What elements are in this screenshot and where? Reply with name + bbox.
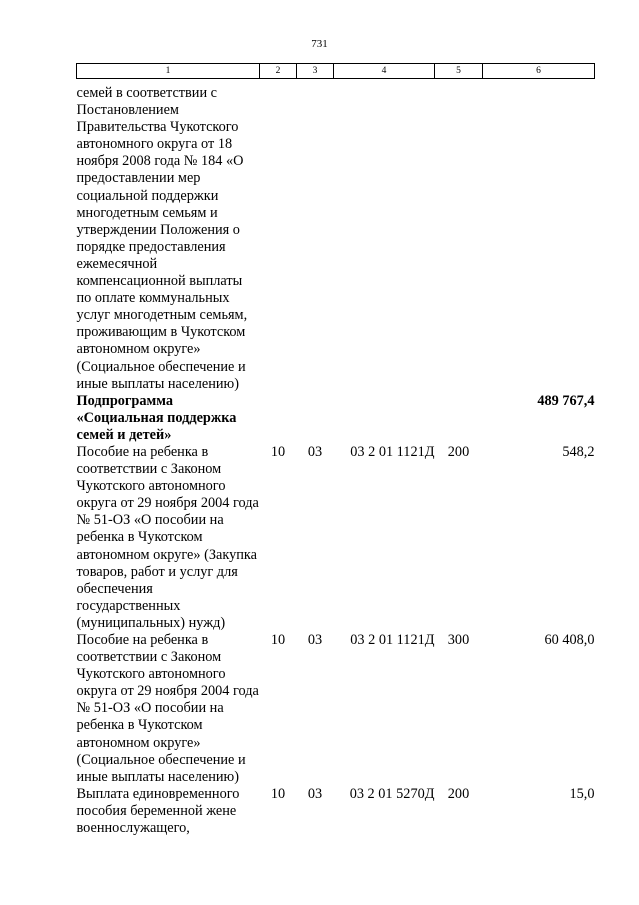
- row-section: [260, 79, 297, 393]
- table-row: [77, 632, 595, 786]
- column-number-header: [77, 64, 595, 79]
- row-target-article: [334, 393, 435, 444]
- table-row-subprogram: [77, 393, 595, 444]
- row-name: семей в соответствии с Постановлением Правительства Чукотского автономного округа от 18 ноября 2008 года № 184 «О предоставлении мер социальной поддержки многодетным семьям и утверждении Положения о порядке предоставления ежемесячной компенсационной выплаты по оплате коммунальных услуг многодетным семьям, проживающим в Чукотском автономном округе» (Социальное обеспечение и иные выплаты населению): [76, 85, 248, 392]
- row-subsection: [297, 393, 334, 444]
- row-section: 10: [270, 632, 286, 648]
- row-target-article: 03 2 01 5270Д: [349, 785, 435, 802]
- row-expense-type: 200: [447, 785, 470, 802]
- row-amount: 60 408,0: [544, 632, 595, 648]
- table-row: [77, 79, 595, 393]
- row-expense-type: [435, 79, 483, 393]
- row-section: 10: [270, 785, 286, 802]
- row-section: [260, 393, 297, 444]
- row-amount: 15,0: [569, 785, 595, 802]
- column-number-5: 5: [435, 64, 483, 79]
- row-subsection: 03: [307, 443, 323, 460]
- row-section: 10: [270, 443, 286, 460]
- row-name: Подпрограмма «Социальная поддержка семей и детей»: [76, 392, 237, 443]
- column-number-3: 3: [297, 64, 334, 79]
- row-expense-type: 300: [447, 632, 470, 648]
- row-name: Выплата единовременного пособия беременной жене военнослужащего,: [76, 785, 240, 837]
- row-target-article: 03 2 01 1121Д: [350, 632, 435, 648]
- row-subsection: 03: [307, 785, 323, 802]
- column-number-4: 4: [334, 64, 435, 79]
- row-target-article: [334, 79, 435, 393]
- row-name: Пособие на ребенка в соответствии с Законом Чукотского автономного округа от 29 ноября 2004 года № 51-ОЗ «О пособии на ребенка в Чукотском автономном округе» (Социальное обеспечение и иные выплаты населению): [76, 632, 259, 785]
- budget-table: [76, 63, 595, 837]
- row-name: Пособие на ребенка в соответствии с Законом Чукотского автономного округа от 29 ноября 2004 года № 51-ОЗ «О пособии на ребенка в Чукотском автономном округе» (Закупка товаров, работ и услуг для обеспечения государственных (муниципальных) нужд): [76, 443, 259, 631]
- row-amount: [483, 79, 595, 393]
- column-number-1: 1: [77, 64, 260, 79]
- table-row: [77, 444, 595, 632]
- row-expense-type: [435, 393, 483, 444]
- row-subsection: 03: [307, 632, 323, 648]
- table-row: [77, 786, 595, 837]
- row-amount: 548,2: [562, 443, 595, 460]
- row-amount: 489 767,4: [537, 392, 595, 409]
- row-subsection: [297, 79, 334, 393]
- row-target-article: 03 2 01 1121Д: [350, 443, 435, 460]
- column-number-6: 6: [483, 64, 595, 79]
- row-expense-type: 200: [447, 443, 470, 460]
- page-number: 731: [311, 38, 328, 50]
- column-number-2: 2: [260, 64, 297, 79]
